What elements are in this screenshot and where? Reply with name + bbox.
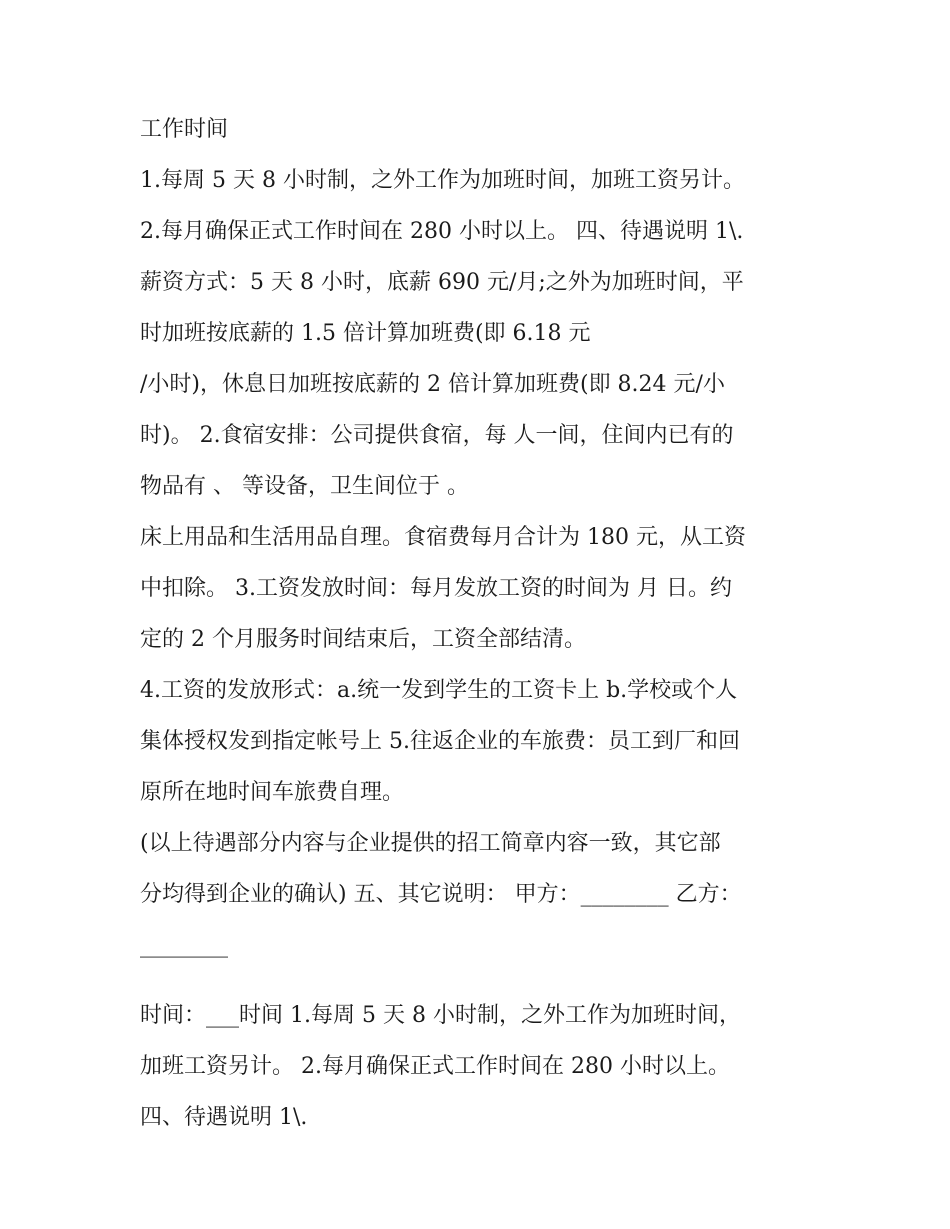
document-body (140, 110, 820, 1149)
text-line: 中扣除。 3.工资发放时间：每月发放工资的时间为 月 日。约 (140, 576, 732, 601)
text-line: 时加班按底薪的 1.5 倍计算加班费(即 6.18 元 (140, 321, 591, 346)
text-line: 床上用品和生活用品自理。食宿费每月合计为 180 元，从工资 (140, 525, 746, 550)
text-line: 原所在地时间车旅费自理。 (140, 780, 405, 805)
text-line: 时间：___时间 1.每周 5 天 8 小时制，之外工作为加班时间， (140, 1003, 741, 1028)
text-line: 物品有 、 等设备，卫生间位于 。 (140, 474, 469, 499)
text-line: 薪资方式：5 天 8 小时，底薪 690 元/月;之外为加班时间，平 (140, 270, 744, 295)
text-line: /小时)，休息日加班按底薪的 2 倍计算加班费(即 8.24 元/小 (140, 372, 725, 397)
text-line: 分均得到企业的确认) 五、其它说明： 甲方：________ 乙方： (140, 882, 742, 907)
text-line: (以上待遇部分内容与企业提供的招工简章内容一致，其它部 (140, 831, 721, 856)
text-line: 2.每月确保正式工作时间在 280 小时以上。 四、待遇说明 1\. (140, 219, 744, 244)
text-line: 工作时间 (140, 117, 229, 142)
text-line: 定的 2 个月服务时间结束后，工资全部结清。 (140, 627, 586, 652)
text-line: 1.每周 5 天 8 小时制，之外工作为加班时间，加班工资另计。 (140, 168, 745, 193)
signature-blank-line: ________ (140, 933, 228, 958)
text-line: 四、待遇说明 1\. (140, 1105, 308, 1130)
text-line: 4.工资的发放形式：a.统一发到学生的工资卡上 b.学校或个人 (140, 678, 738, 703)
text-line: 集体授权发到指定帐号上 5.往返企业的车旅费：员工到厂和回 (140, 729, 740, 754)
text-line: 加班工资另计。 2.每月确保正式工作时间在 280 小时以上。 (140, 1054, 730, 1079)
text-line: 时)。 2.食宿安排：公司提供食宿，每 人一间，住间内已有的 (140, 423, 734, 448)
